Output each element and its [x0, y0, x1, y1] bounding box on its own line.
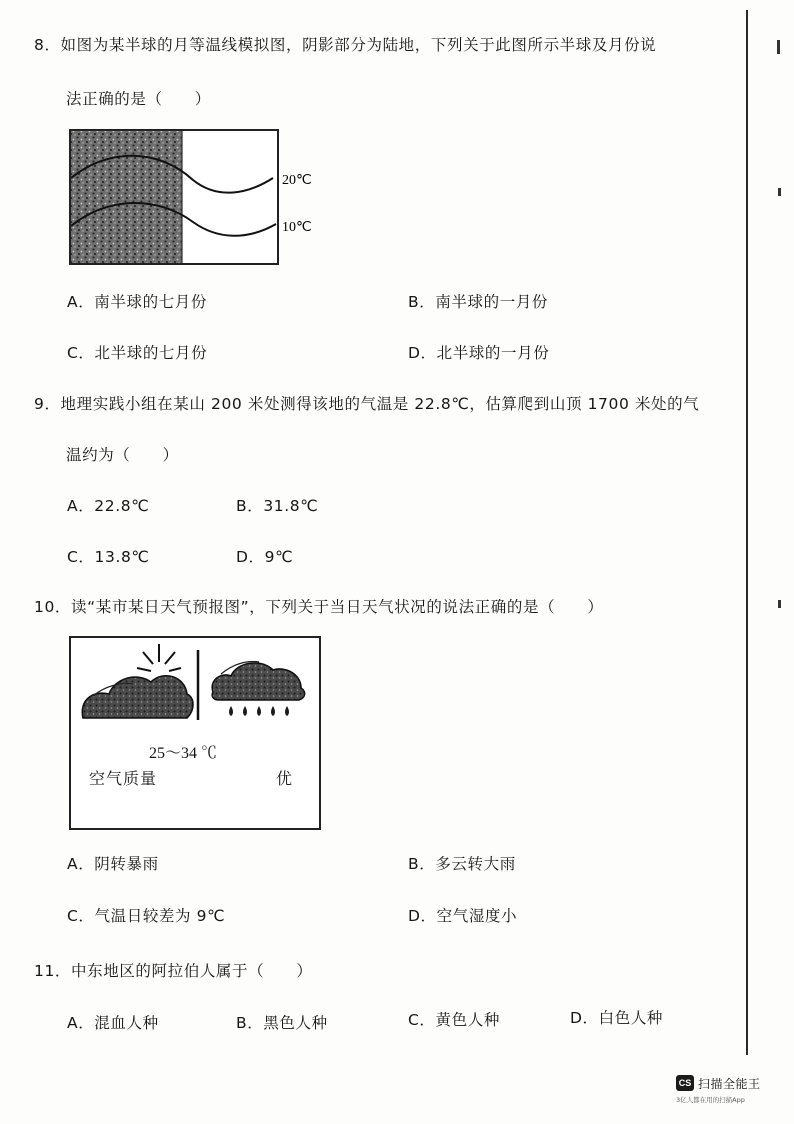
cloud-icon	[82, 676, 193, 718]
page-edge-line	[746, 10, 748, 1055]
q8-isotherm-figure	[68, 128, 328, 268]
watermark-tagline: 3亿人都在用的扫描App	[676, 1096, 745, 1104]
raindrops-icon	[229, 706, 289, 716]
q10-weather-forecast-figure	[69, 636, 321, 830]
q9-option-a[interactable]: A．22.8℃	[67, 497, 150, 515]
margin-mark	[777, 40, 780, 54]
margin-mark	[778, 188, 781, 196]
weather-icons	[71, 638, 321, 738]
q9-stem-line1: 9．地理实践小组在某山 200 米处测得该地的气温是 22.8℃，估算爬到山顶 1700 米处的气	[34, 395, 700, 413]
q10-option-d[interactable]: D．空气湿度小	[408, 907, 518, 925]
q10-option-b[interactable]: B．多云转大雨	[408, 855, 516, 873]
q9-option-b[interactable]: B．31.8℃	[236, 497, 319, 515]
air-quality-label: 空气质量	[89, 769, 158, 788]
q8-stem-line2: 法正确的是（ ）	[66, 90, 211, 108]
watermark-app-name: 扫描全能王	[698, 1077, 761, 1091]
q8-option-a[interactable]: A．南半球的七月份	[67, 293, 208, 311]
q8-option-b[interactable]: B．南半球的一月份	[408, 293, 549, 311]
q10-option-c[interactable]: C．气温日较差为 9℃	[67, 907, 226, 925]
q9-stem-line2: 温约为（ ）	[66, 446, 179, 464]
q9-option-d[interactable]: D．9℃	[236, 548, 294, 566]
q11-option-c[interactable]: C．黄色人种	[408, 1011, 500, 1029]
margin-mark	[778, 600, 781, 608]
q11-option-d[interactable]: D．白色人种	[570, 1009, 664, 1027]
q8-stem-line1: 8．如图为某半球的月等温线模拟图，阴影部分为陆地，下列关于此图所示半球及月份说	[34, 36, 657, 54]
air-quality-value: 优	[276, 769, 293, 788]
isotherm-label-20: 20℃	[282, 173, 312, 188]
q11-stem: 11．中东地区的阿拉伯人属于（ ）	[34, 962, 313, 980]
camscanner-logo-icon: CS	[676, 1075, 694, 1091]
q11-option-b[interactable]: B．黑色人种	[236, 1014, 328, 1032]
q8-option-d[interactable]: D．北半球的一月份	[408, 344, 550, 362]
q11-option-a[interactable]: A．混血人种	[67, 1014, 159, 1032]
q10-option-a[interactable]: A．阴转暴雨	[67, 855, 159, 873]
isotherm-label-10: 10℃	[282, 220, 312, 235]
rain-cloud-icon	[212, 663, 304, 700]
q10-stem: 10．读“某市某日天气预报图”，下列关于当日天气状况的说法正确的是（ ）	[34, 598, 604, 616]
q8-option-c[interactable]: C．北半球的七月份	[67, 344, 208, 362]
q9-option-c[interactable]: C．13.8℃	[67, 548, 150, 566]
land-shading	[71, 131, 182, 263]
forecast-temperature: 25～34 ℃	[149, 745, 218, 762]
